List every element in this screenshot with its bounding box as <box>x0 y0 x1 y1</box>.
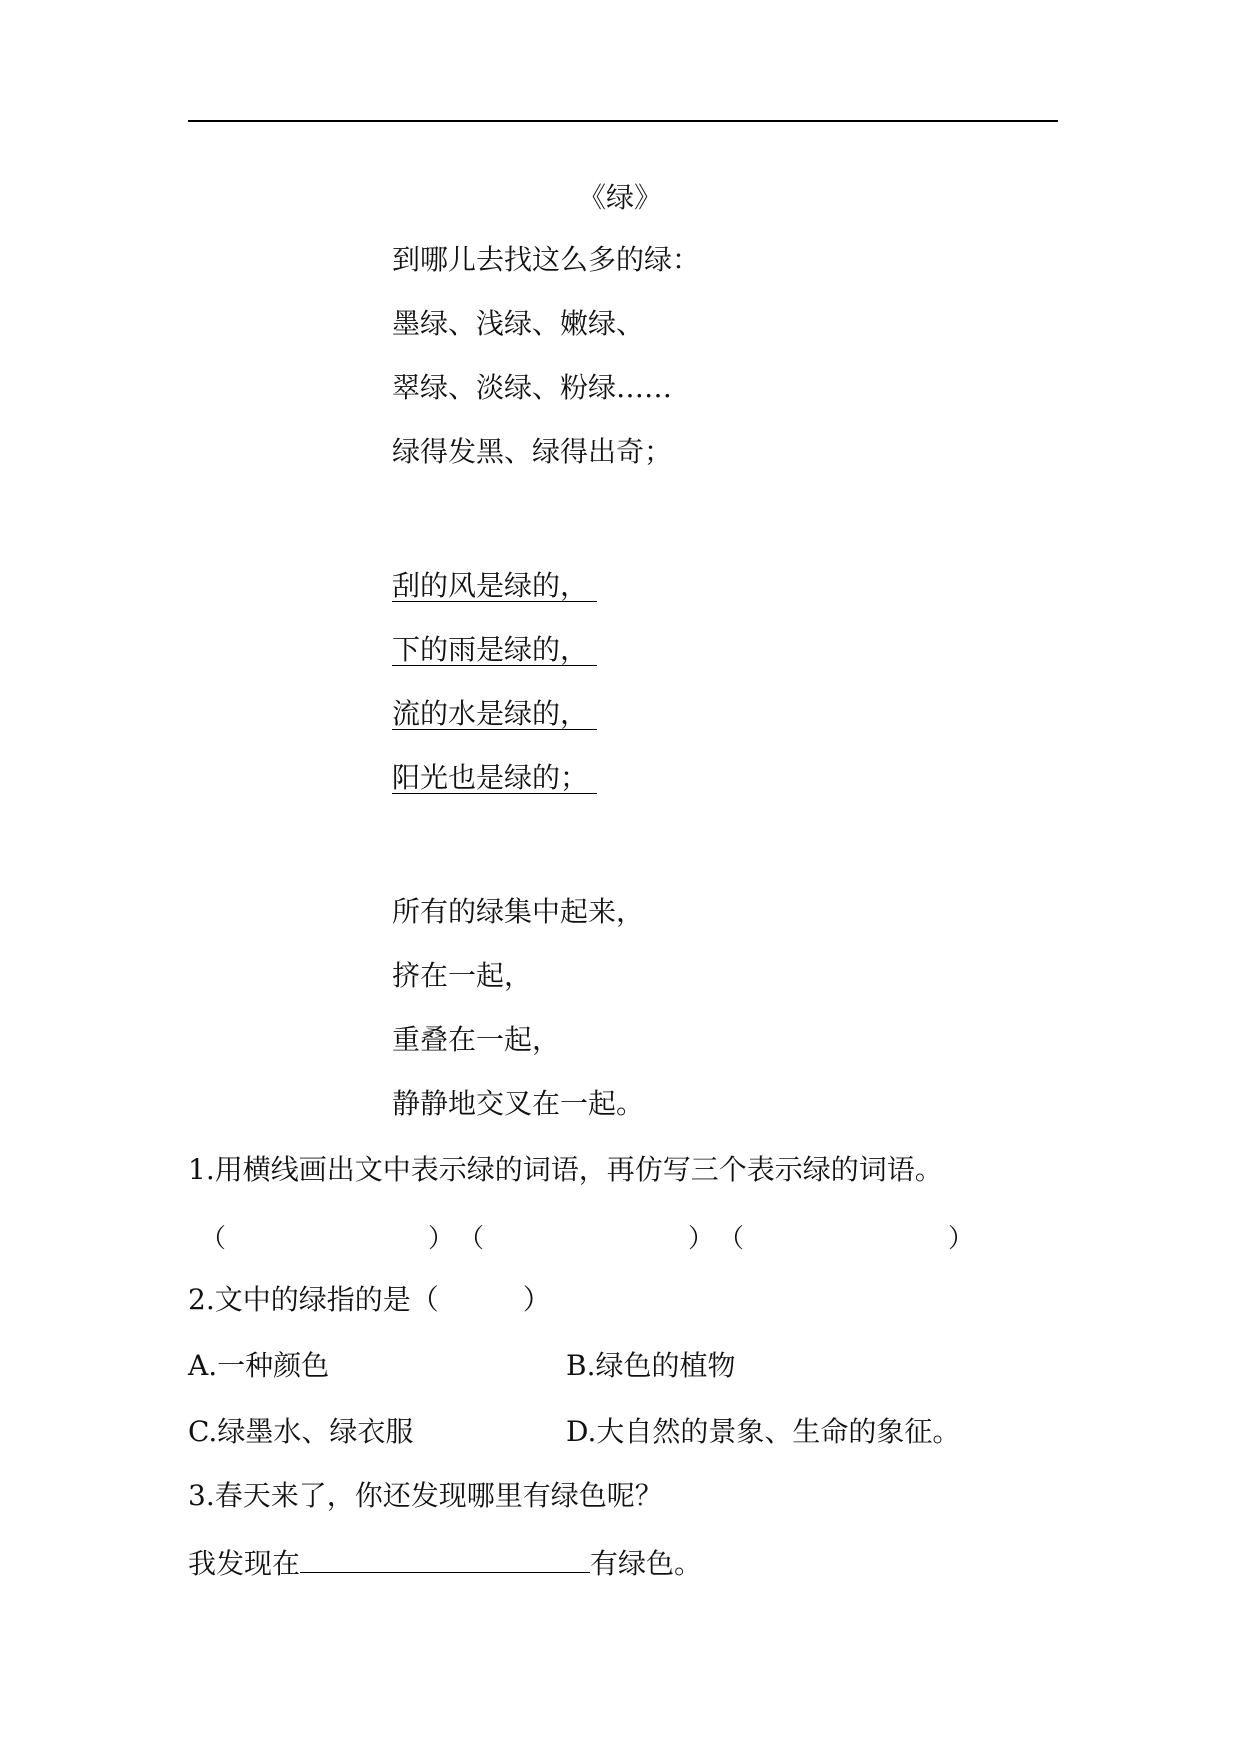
answer-prefix: 我发现在 <box>188 1547 301 1580</box>
poem-line: 所有的绿集中起来， <box>392 895 645 928</box>
poem-line-underlined: 下的雨是绿的， <box>392 635 597 666</box>
answer-paren-open: （ <box>200 1224 227 1254</box>
answer-blank <box>300 1544 590 1573</box>
answer-paren-open: （ <box>718 1224 745 1254</box>
question-2: 2.文中的绿指的是（ ） <box>188 1283 551 1316</box>
poem-line-underlined: 流的水是绿的， <box>392 699 597 730</box>
poem-title: 《绿》 <box>577 181 662 214</box>
poem-line: 绿得发黑、绿得出奇； <box>392 435 673 468</box>
poem-line: 墨绿、浅绿、嫩绿、 <box>392 307 645 340</box>
poem-line: 挤在一起， <box>392 959 533 992</box>
question-3: 3.春天来了，你还发现哪里有绿色呢？ <box>188 1479 663 1512</box>
question-1: 1.用横线画出文中表示绿的词语，再仿写三个表示绿的词语。 <box>188 1153 943 1186</box>
answer-paren-close: ） <box>428 1224 455 1254</box>
poem-line: 到哪儿去找这么多的绿： <box>392 243 701 276</box>
option-b: B.绿色的植物 <box>566 1349 736 1382</box>
poem-line: 翠绿、淡绿、粉绿…… <box>392 371 673 404</box>
option-c: C.绿墨水、绿衣服 <box>188 1415 414 1448</box>
option-d: D.大自然的景象、生命的象征。 <box>566 1415 961 1448</box>
header-rule <box>188 120 1058 122</box>
poem-line-underlined: 阳光也是绿的； <box>392 763 597 794</box>
answer-paren-close: ） <box>948 1224 975 1254</box>
option-a: A.一种颜色 <box>188 1349 330 1382</box>
answer-paren-open: （ <box>458 1224 485 1254</box>
poem-line-underlined: 刮的风是绿的， <box>392 571 597 602</box>
answer-sentence <box>188 1544 702 1582</box>
answer-suffix: 有绿色。 <box>590 1547 703 1580</box>
answer-paren-close: ） <box>688 1224 715 1254</box>
poem-line: 静静地交叉在一起。 <box>392 1087 645 1120</box>
poem-line: 重叠在一起， <box>392 1023 561 1056</box>
